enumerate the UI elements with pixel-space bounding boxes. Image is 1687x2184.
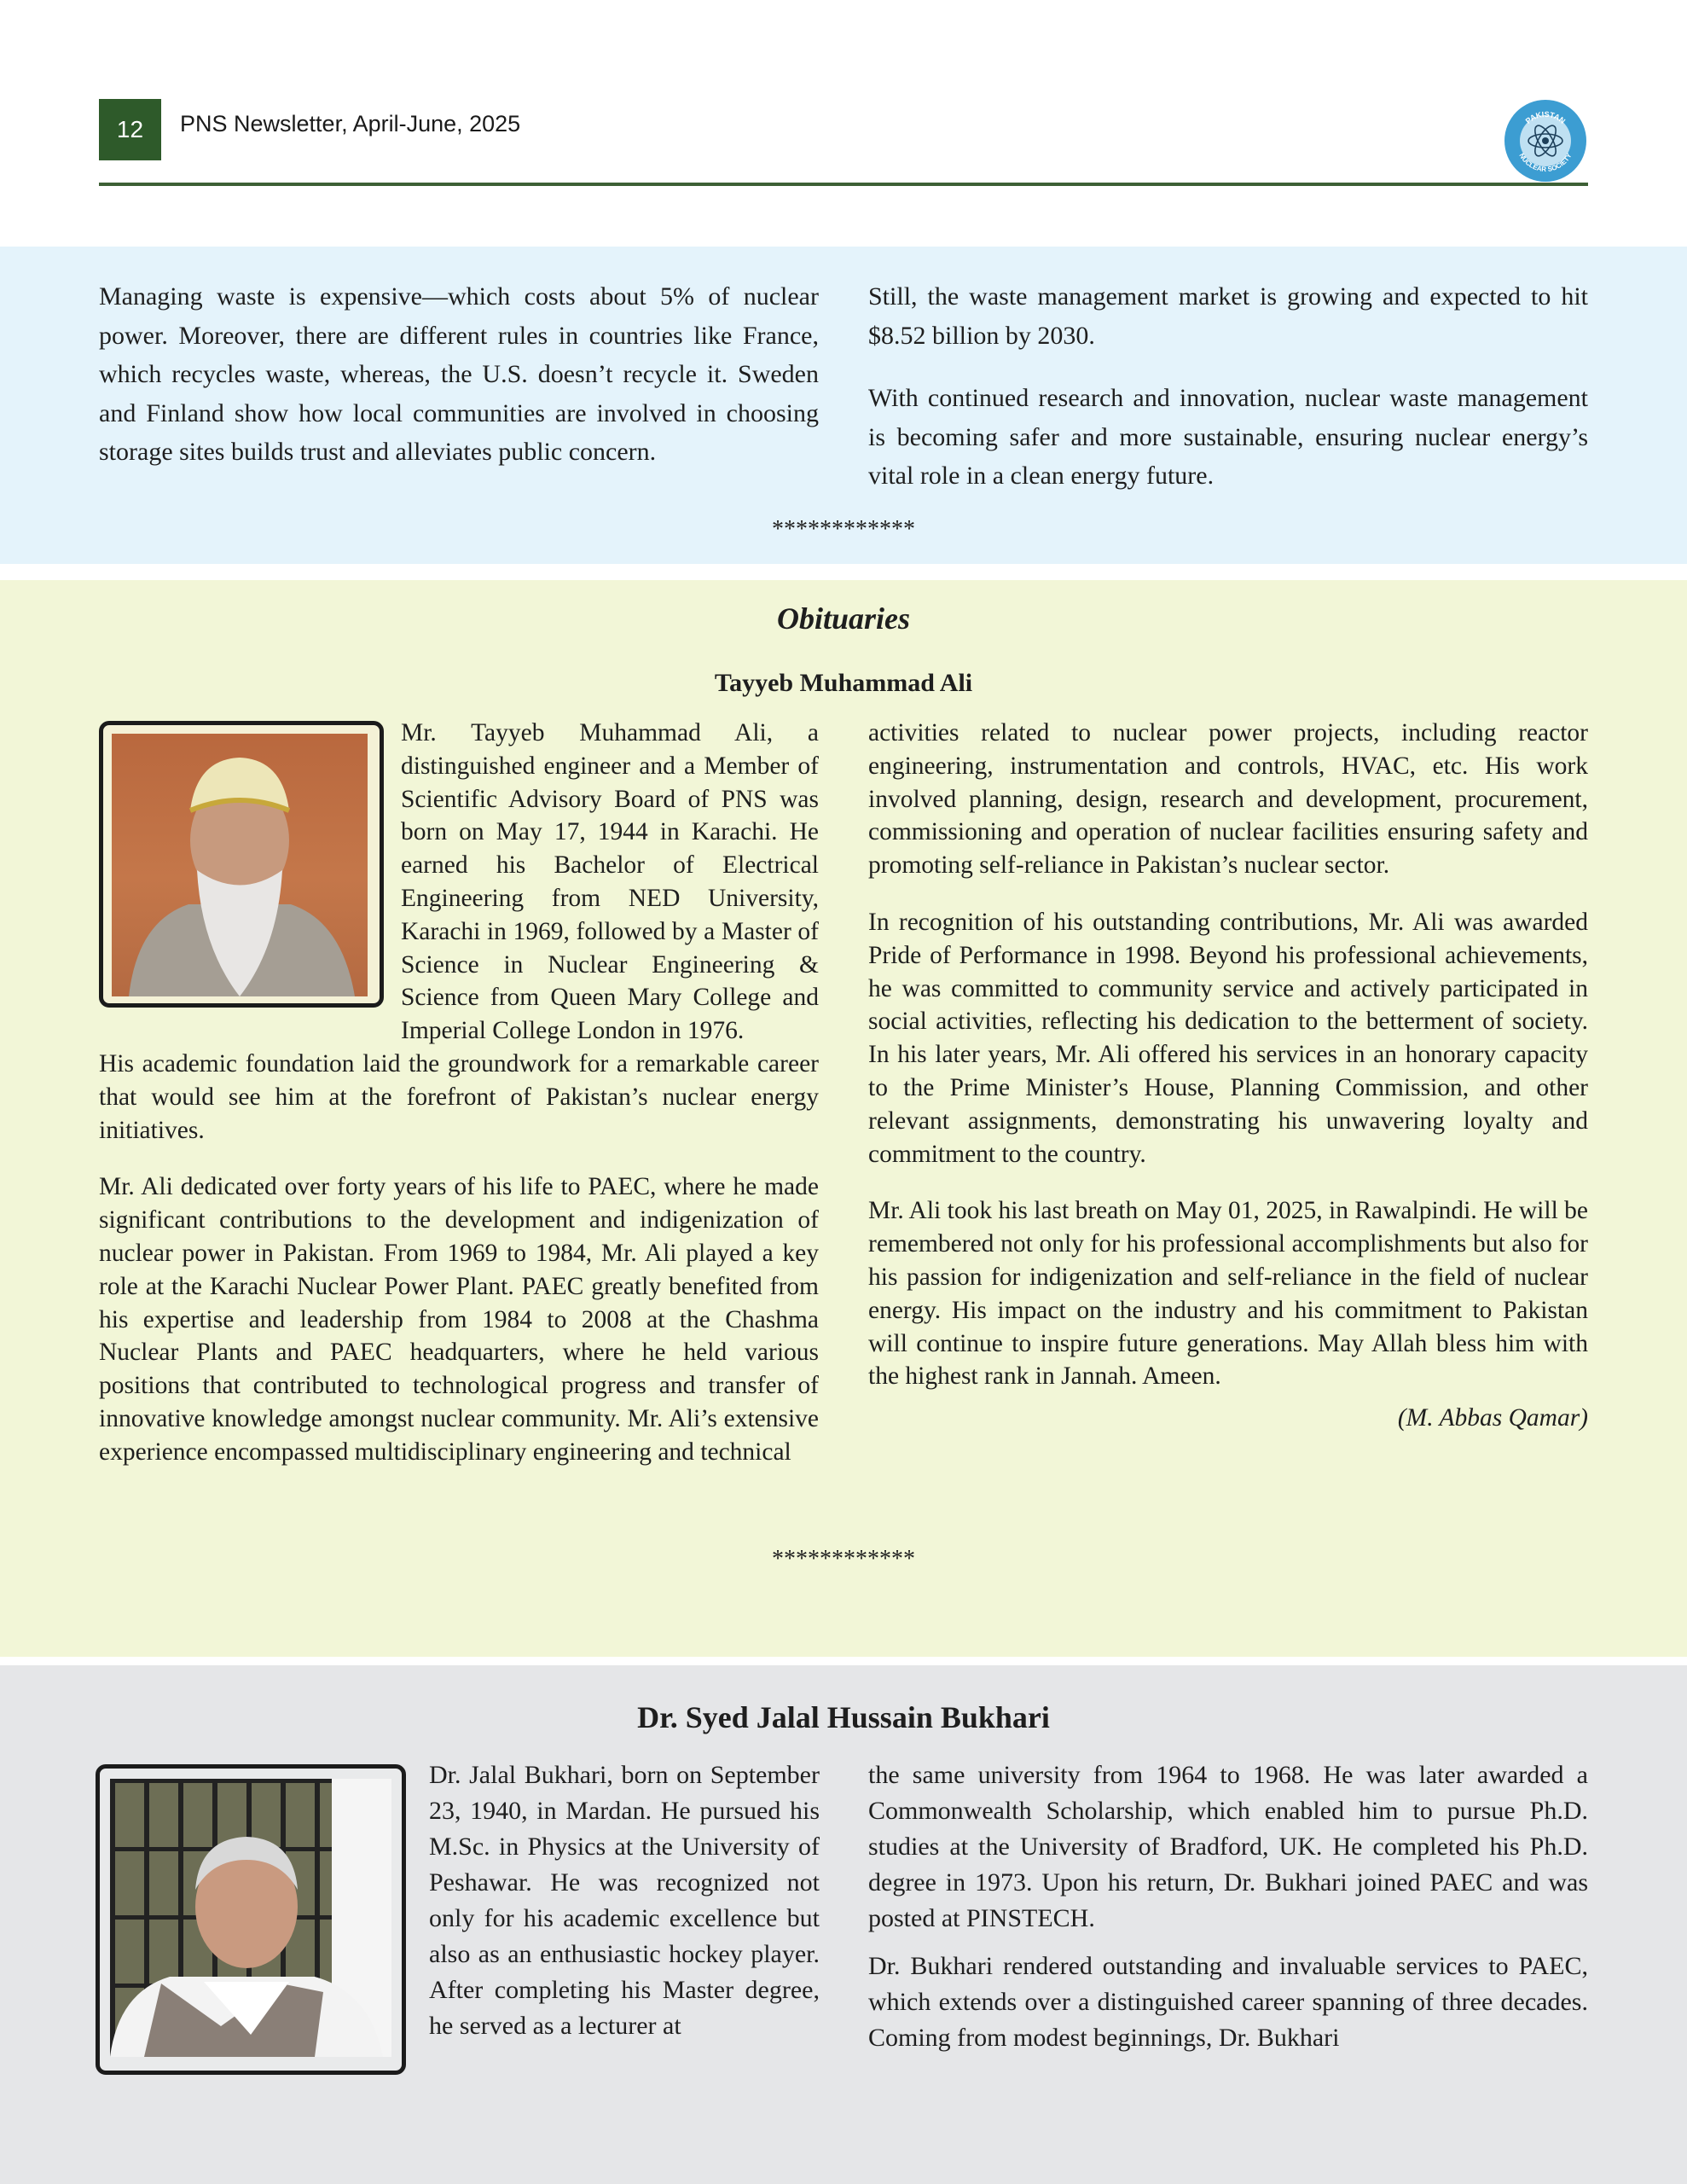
waste-paragraph-1: Managing waste is expensive—which costs about 5% of nuclear power. Moreover, there are different rules in countries like France, which recycles waste, whereas, the U.S. doesn’t recycle it. Sweden and Finland show how local communities are involved in choosing storage sites builds trust and alleviates public concern. — [99, 282, 819, 466]
waste-paragraph-3: With continued research and innovation, nuclear waste management is becoming safer and more sustainable, ensuring nuclear energy’s vital role in a clean energy future. — [868, 384, 1588, 490]
pakistan-nuclear-society-logo-icon — [1504, 100, 1586, 182]
tayyeb-paragraph-activities: activities related to nuclear power projects, including reactor engineering, instrumentation and controls, HVAC, etc. His work involved planning, design, research and development, procurement, commissioning and operation of nuclear facilities ensuring safety and promoting self-reliance in Pakistan’s nuclear sector. — [868, 719, 1588, 880]
obituaries-section — [0, 580, 1687, 1657]
atom-icon — [1504, 100, 1586, 182]
obituary-name-tayyeb: Tayyeb Muhammad Ali — [714, 669, 973, 697]
waste-article-section — [0, 247, 1687, 564]
tayyeb-paragraph-recognition: In recognition of his outstanding contributions, Mr. Ali was awarded Pride of Performance in 1998. Beyond his professional achievements, he was committed to community service and actively participated in social activities, reflecting his dedication to the betterment of society. In his later years, Mr. Ali offered his services in an honorary capacity to the Prime Minister’s House, Planning Commission, and other relevant assignments, demonstrating his unwavering loyalty and commitment to the country. — [868, 908, 1588, 1168]
bukhari-intro-paragraph: Dr. Jalal Bukhari, born on September 23, 1940, in Mardan. He pursued his M.Sc. in Physics at the University of Peshawar. He was recognized not only for his academic excellence but also as an enthusiastic hockey player. After completing his Master degree, he served as a lecturer at — [429, 1761, 820, 2040]
obituaries-title: Obituaries — [776, 601, 911, 636]
portrait-tayyeb-ali — [112, 734, 368, 996]
section-separator: ************ — [772, 1546, 915, 1572]
page-number: 12 — [99, 99, 161, 160]
waste-paragraph-2: Still, the waste management market is growing and expected to hit $8.52 billion by 2030. — [868, 282, 1588, 350]
bukhari-right-column — [868, 1757, 1588, 2056]
svg-text:NUCLEAR SOCIETY: NUCLEAR SOCIETY — [1517, 152, 1574, 174]
portrait-bukhari — [110, 1779, 391, 2057]
person-silhouette-icon — [112, 734, 368, 996]
page-header — [99, 99, 1588, 188]
tayyeb-right-column — [868, 717, 1588, 1435]
publication-title: PNS Newsletter, April-June, 2025 — [180, 111, 521, 136]
photo-frame-bukhari — [96, 1764, 406, 2075]
waste-left-column — [99, 277, 819, 472]
bukhari-paragraph-career: Dr. Bukhari rendered outstanding and invaluable services to PAEC, which extends over a distinguished career spanning of three decades. Coming from modest beginnings, Dr. Bukhari — [868, 1952, 1588, 2052]
tayyeb-intro-paragraph: Mr. Tayyeb Muhammad Ali, a distinguished engineer and a Member of Scientific Advisory Board of PNS was born on May 17, 1944 in Karachi. He earned his Bachelor of Electrical Engineering from NED University, Karachi in 1969, followed by a Master of Science in Nuclear Engineering & Science from Queen Mary College and Imperial College London in 1976. — [401, 719, 819, 1045]
section-separator: ************ — [772, 516, 915, 543]
svg-text:PAKISTAN: PAKISTAN — [1523, 109, 1568, 125]
bukhari-paragraph-education: the same university from 1964 to 1968. He was later awarded a Commonwealth Scholarship, which enabled him to pursue Ph.D. studies at the University of Bradford, UK. He completed his Ph.D. degree in 1973. Upon his return, Dr. Bukhari joined PAEC and was posted at PINSTECH. — [868, 1761, 1588, 1932]
waste-right-column — [868, 277, 1588, 496]
byline-author: (M. Abbas Qamar) — [1397, 1404, 1588, 1432]
tayyeb-paragraph-career: Mr. Ali dedicated over forty years of his life to PAEC, where he made significant contributions to the development and indigenization of nuclear power in Pakistan. From 1969 to 1984, Mr. Ali played a key role at the Karachi Nuclear Power Plant. PAEC greatly benefited from his expertise and leadership from 1984 to 2008 at the Chashma Nuclear Plants and PAEC headquarters, where he held various positions that contributed to technological progress and transfer of innovative knowledge amongst nuclear community. Mr. Ali’s extensive experience encompassed multidisciplinary engineering and technical — [99, 1173, 819, 1466]
tayyeb-left-column — [99, 1048, 819, 1469]
tayyeb-paragraph-intro-cont: His academic foundation laid the groundwork for a remarkable career that would see him at the forefront of Pakistan’s nuclear energy initiatives. — [99, 1050, 819, 1144]
photo-frame-tayyeb — [99, 721, 384, 1008]
obituary-name-bukhari: Dr. Syed Jalal Hussain Bukhari — [637, 1700, 1050, 1734]
header-divider — [99, 183, 1588, 186]
person-silhouette-icon — [110, 1779, 391, 2057]
tayyeb-paragraph-passing: Mr. Ali took his last breath on May 01, 2025, in Rawalpindi. He will be remembered not only for his professional accomplishments but also for his passion for indigenization and self-reliance in the field of nuclear energy. His impact on the industry and his commitment to Pakistan will continue to inspire future generations. May Allah bless him with the highest rank in Jannah. Ameen. — [868, 1197, 1588, 1391]
obituary-bukhari-section — [0, 1665, 1687, 2184]
